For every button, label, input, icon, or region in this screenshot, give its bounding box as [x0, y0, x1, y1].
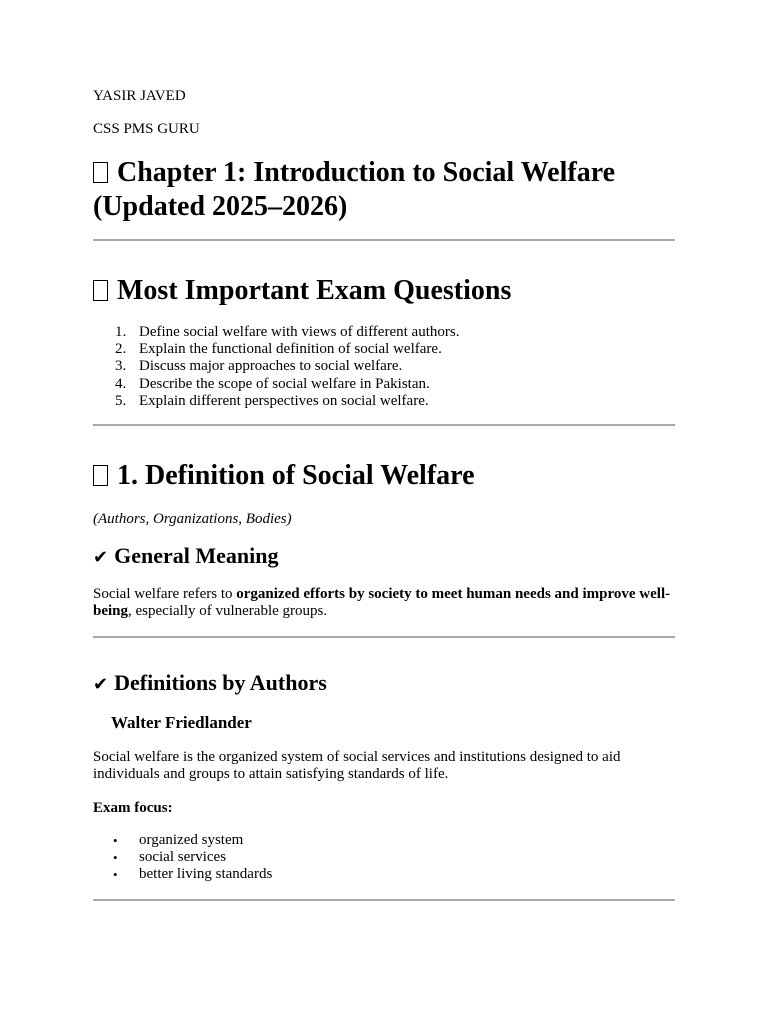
list-item-number: 1. — [115, 324, 127, 340]
questions-heading-text: Most Important Exam Questions — [117, 275, 512, 306]
general-meaning-emphasis: organized efforts by society to meet human needs and improve well-being — [93, 586, 671, 619]
authors-heading-text: Definitions by Authors — [114, 670, 327, 695]
divider — [93, 899, 675, 901]
list-item — [93, 866, 272, 883]
list-item-text: social services — [139, 849, 227, 866]
author-name: YASIR JAVED — [93, 88, 186, 104]
definition-subnote: (Authors, Organizations, Bodies) — [93, 511, 292, 527]
author-definition: Social welfare is the organized system of social services and institutions designed to aid individuals and groups to attain satisfying standards of life. — [93, 749, 621, 782]
list-item-number: 4. — [115, 375, 127, 392]
checkmark-icon: ✔ — [93, 674, 109, 695]
divider — [93, 636, 675, 638]
missing-glyph-icon — [93, 465, 108, 486]
list-item-text: Define social welfare with views of different authors. — [139, 324, 460, 340]
list-item — [93, 358, 459, 375]
chapter-title — [93, 156, 683, 224]
site-name: CSS PMS GURU — [93, 121, 200, 137]
missing-glyph-icon — [93, 280, 108, 301]
checkmark-icon: ✔ — [93, 547, 109, 568]
authors-heading — [93, 670, 327, 698]
definition-heading-text: 1. Definition of Social Welfare — [117, 460, 475, 491]
general-meaning-paragraph — [93, 586, 675, 620]
exam-focus-label: Exam focus: — [93, 800, 173, 816]
divider — [93, 239, 675, 241]
bullet-icon: • — [113, 833, 118, 848]
bullet-icon: • — [113, 850, 118, 866]
list-item-text: Explain the functional definition of social welfare. — [139, 341, 442, 358]
list-item-number: 5. — [115, 392, 127, 409]
list-item — [93, 393, 459, 410]
chapter-title-text: Chapter 1: Introduction to Social Welfare (Updated 2025–2026) — [93, 157, 616, 222]
list-item-text: better living standards — [139, 866, 273, 883]
questions-list — [93, 324, 459, 410]
definition-heading — [93, 459, 475, 493]
list-item-text: Describe the scope of social welfare in Pakistan. — [139, 375, 430, 392]
list-item — [93, 324, 459, 341]
list-item-text: Explain different perspectives on social welfare. — [139, 392, 429, 409]
list-item-number: 2. — [115, 341, 127, 358]
general-meaning-heading-text: General Meaning — [114, 543, 279, 568]
divider — [93, 424, 675, 426]
exam-focus-list — [93, 832, 272, 884]
questions-heading — [93, 274, 511, 308]
list-item — [93, 341, 459, 358]
general-meaning-text-end: , especially of vulnerable groups. — [128, 603, 328, 619]
general-meaning-text-start: Social welfare refers to — [93, 586, 237, 602]
list-item — [93, 849, 272, 866]
bullet-icon: • — [113, 867, 118, 883]
general-meaning-heading — [93, 543, 278, 571]
list-item-number: 3. — [115, 358, 127, 375]
list-item-text: organized system — [139, 832, 244, 848]
list-item — [93, 376, 459, 393]
author-name-heading: Walter Friedlander — [111, 713, 252, 732]
missing-glyph-icon — [93, 162, 108, 183]
list-item — [93, 832, 272, 849]
list-item-text: Discuss major approaches to social welfare. — [139, 358, 403, 375]
